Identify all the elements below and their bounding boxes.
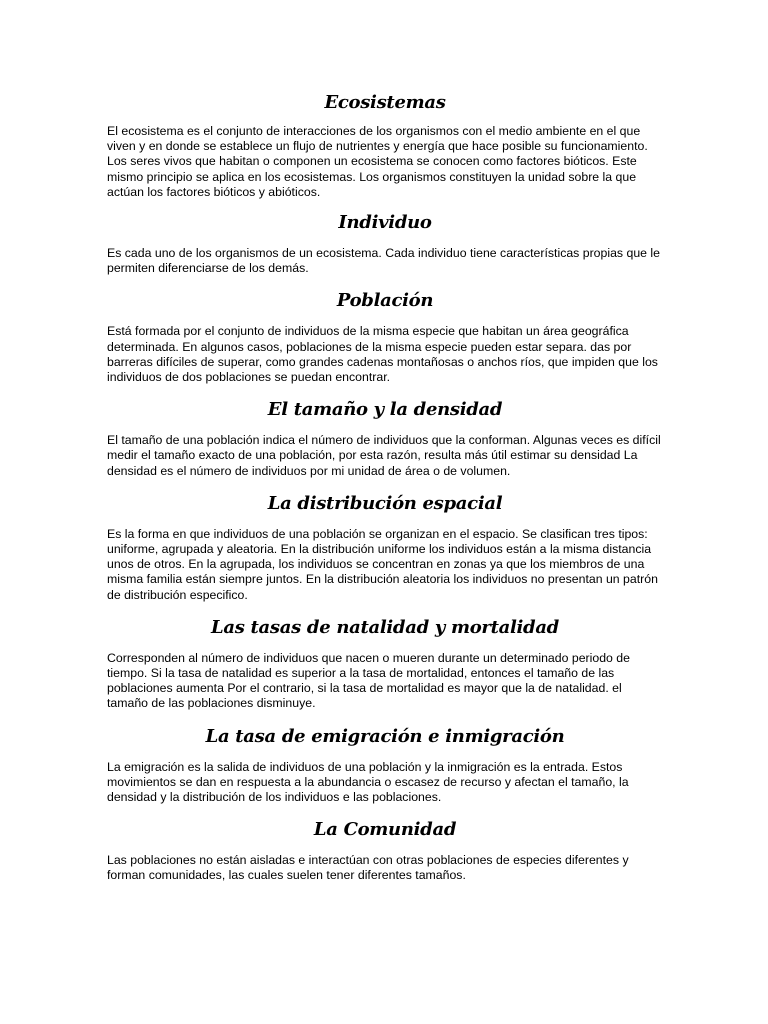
section-emigracion-inmigracion [107,722,663,806]
section-heading: El tamaño y la densidad [267,399,503,421]
section-heading: Individuo [338,212,432,234]
section-natalidad-mortalidad [107,613,663,712]
document-page [107,88,663,894]
section-heading: Población [336,290,434,312]
section-heading: Las tasas de natalidad y mortalidad [211,616,559,638]
section-heading: Ecosistemas [324,92,446,113]
section-ecosistemas [107,88,663,200]
section-paragraph: Es cada uno de los organismos de un ecosistema. Cada individuo tiene características propias que le permiten diferenciarse de los demás. [107,246,660,276]
section-paragraph: Está formada por el conjunto de individuos de la misma especie que habitan un área geográfica determinada. En algunos casos, poblaciones de la misma especie pueden estar separa. das por barreras difíciles de superar, como grandes cadenas montañosas o anchos ríos, que impiden que los individuos de dos poblaciones se puedan encontrar. [107,324,658,385]
section-paragraph: La emigración es la salida de individuos de una población y la inmigración es la entrada. Estos movimientos se dan en respuesta a la abundancia o escasez de recurso y afectan el tamaño, la densidad y la distribución de los individuos e las poblaciones. [107,759,629,805]
section-paragraph: Las poblaciones no están aisladas e interactúan con otras poblaciones de especies diferentes y forman comunidades, las cuales suelen tener diferentes tamaños. [107,853,629,883]
section-paragraph: Corresponden al número de individuos que nacen o mueren durante un determinado periodo de tiempo. Si la tasa de natalidad es superior a la tasa de mortalidad, entonces el tamaño de las poblaciones aumenta Por el contrario, si la tasa de mortalidad es mayor que la de natalidad. el tamaño de las poblaciones disminuye. [107,650,630,711]
section-paragraph: El tamaño de una población indica el número de individuos que la conforman. Algunas veces es difícil medir el tamaño exacto de una población, por esta razón, resulta más útil estimar su densidad La densidad es el número de individuos por mi unidad de área o de volumen. [107,433,661,478]
section-heading: La Comunidad [313,819,457,841]
section-heading: La tasa de emigración e inmigración [205,725,565,747]
section-heading: La distribución espacial [267,492,503,514]
section-paragraph: El ecosistema es el conjunto de interacciones de los organismos con el medio ambiente en el que viven y en donde se establece un flujo de nutrientes y energía que hace posible su funcionamiento. Los seres vivos que habitan o componen un ecosistema se conocen como factores bióticos. Este mismo principio se aplica en los ecosistemas. Los organismos constituyen la unidad sobre la que actúan los factores bióticos y abióticos. [107,124,648,199]
section-tamano-densidad [107,395,663,479]
section-poblacion [107,286,663,385]
section-individuo [107,208,663,276]
section-paragraph: Es la forma en que individuos de una población se organizan en el espacio. Se clasifican tres tipos: uniforme, agrupada y aleatoria. En la distribución uniforme los individuos están a la misma distancia unos de otros. En la agrupada, los individuos se concentran en zonas ya que los miembros de una misma familia están siempre juntos. En la distribución aleatoria los individuos no presentan un patrón de distribución especifico. [107,526,658,602]
section-comunidad [107,815,663,883]
section-distribucion-espacial [107,489,663,603]
